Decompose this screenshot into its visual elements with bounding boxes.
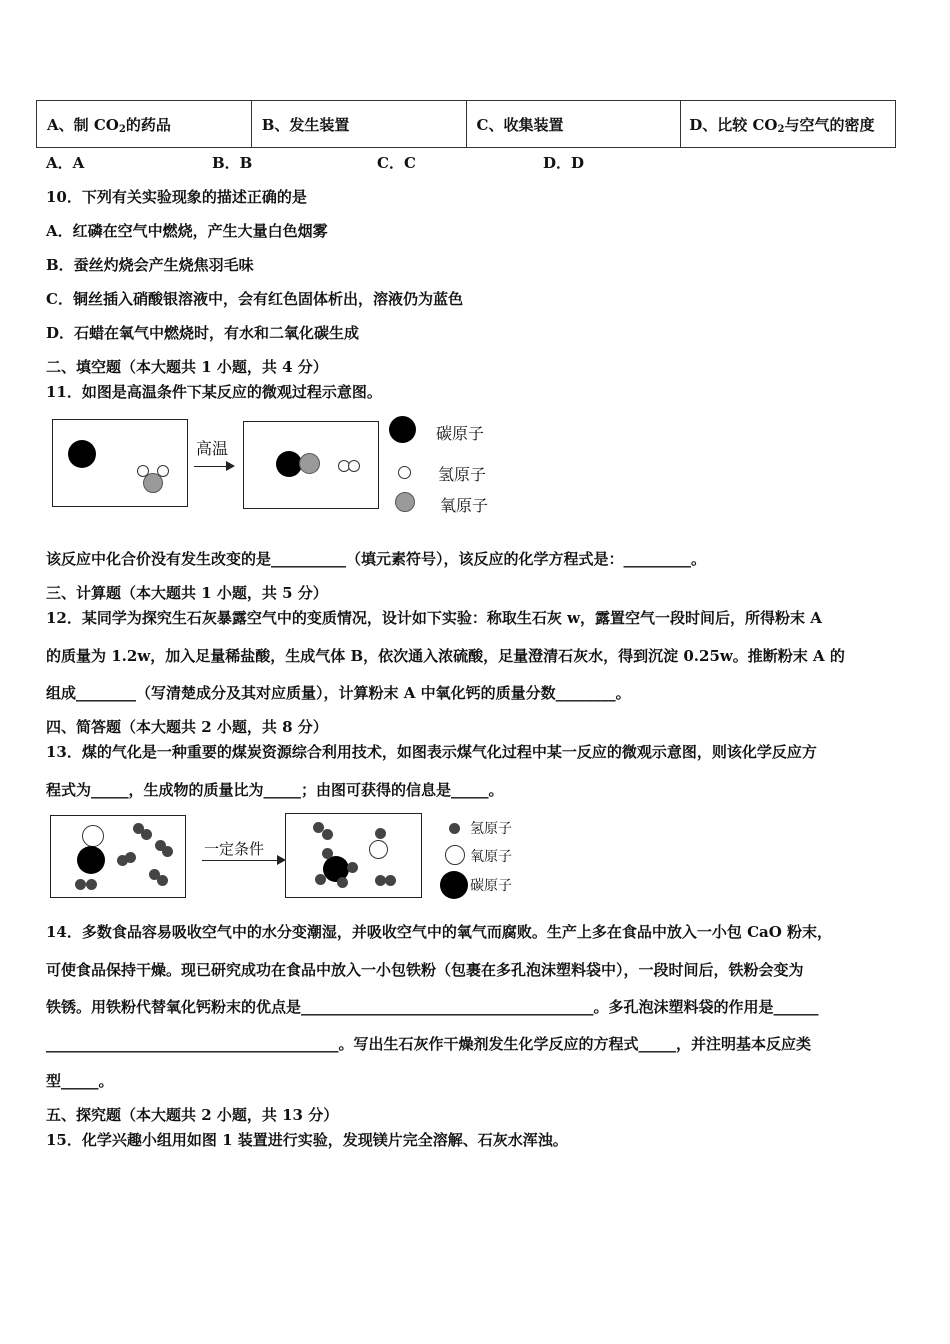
- hydrogen-atom: [315, 874, 326, 885]
- oxygen-atom: [299, 453, 320, 474]
- q13-legend-hydrogen: 氢原子: [470, 821, 512, 837]
- q14-line-2: 可使食品保持干燥。现已研究成功在食品中放入一小包铁粉（包裹在多孔泡沫塑料袋中），一段时间后，铁粉会变为: [46, 961, 804, 979]
- legend-hydrogen-atom: [398, 466, 411, 479]
- q14-line-1: 14．多数食品容易吸收空气中的水分变潮湿，并吸收空气中的氧气而腐败。生产上多在食品中放入一小包 CaO 粉末，: [46, 923, 833, 941]
- q10-stem: 10．下列有关实验现象的描述正确的是: [46, 188, 307, 206]
- q14-line-3: 铁锈。用铁粉代替氧化钙粉末的优点是_______________________________________。多孔泡沫塑料袋的作用是______: [46, 998, 819, 1016]
- q10-option-d: D．石蜡在氧气中燃烧时，有水和二氧化碳生成: [46, 324, 360, 342]
- q13-line-2: 程式为_____，生成物的质量比为_____；由图可获得的信息是_____。: [46, 781, 504, 799]
- q12-line-3: 组成________（写清楚成分及其对应质量），计算粉末 A 中氧化钙的质量分数________。: [46, 684, 631, 702]
- q9-answer-d: D．D: [543, 154, 585, 172]
- q13-legend-carbon: 碳原子: [470, 878, 512, 894]
- q11-arrowhead: [226, 461, 235, 471]
- hydrogen-atom: [75, 879, 86, 890]
- section-3-heading: 三、计算题（本大题共 1 小题，共 5 分）: [46, 584, 328, 602]
- oxygen-atom: [369, 840, 388, 859]
- legend-oxygen-atom: [395, 492, 415, 512]
- hydrogen-atom: [385, 875, 396, 886]
- q9-answer-a: A．A: [46, 154, 85, 172]
- hydrogen-atom: [322, 829, 333, 840]
- legend-carbon-atom: [389, 416, 416, 443]
- q9-answer-c: C．C: [377, 154, 416, 172]
- hydrogen-atom: [337, 877, 348, 888]
- q9-cell-c: C、收集装置: [466, 101, 681, 148]
- q11-reactant-box: [52, 419, 188, 507]
- q11-legend-oxygen: 氧原子: [440, 496, 489, 515]
- q13-line-1: 13．煤的气化是一种重要的煤炭资源综合利用技术，如图表示煤气化过程中某一反应的微观示意图，则该化学反应方: [46, 743, 817, 761]
- q9-answer-b: B．B: [212, 154, 253, 172]
- q11-arrow: [194, 466, 226, 467]
- hydrogen-atom: [86, 879, 97, 890]
- q10-option-a: A．红磷在空气中燃烧，产生大量白色烟雾: [46, 222, 328, 240]
- legend-oxygen-atom: [445, 845, 465, 865]
- q13-legend-oxygen: 氧原子: [470, 849, 512, 865]
- q9-cell-a: A、制 $CO_2$的药品: [37, 101, 252, 148]
- q10-option-b: B．蚕丝灼烧会产生烧焦羽毛味: [46, 256, 254, 274]
- q13-arrow: [202, 860, 277, 861]
- oxygen-atom: [143, 473, 163, 493]
- q9-options-table: [36, 100, 896, 148]
- q13-reactant-box: [50, 815, 186, 898]
- oxygen-atom: [82, 825, 104, 847]
- section-4-heading: 四、简答题（本大题共 2 小题，共 8 分）: [46, 718, 328, 736]
- hydrogen-atom: [141, 829, 152, 840]
- q11-condition: 高温: [196, 439, 229, 458]
- q13-condition: 一定条件: [204, 840, 265, 858]
- hydrogen-atom: [162, 846, 173, 857]
- q15-stem: 15．化学兴趣小组用如图 1 装置进行实验，发现镁片完全溶解、石灰水浑浊。: [46, 1131, 568, 1149]
- section-2-heading: 二、填空题（本大题共 1 小题，共 4 分）: [46, 358, 328, 376]
- q12-line-2: 的质量为 1.2w，加入足量稀盐酸，生成气体 B，依次通入浓硫酸，足量澄清石灰水，得到沉淀 0.25w。推断粉末 A 的: [46, 647, 845, 665]
- q11-legend-carbon: 碳原子: [436, 424, 485, 443]
- hydrogen-atom: [348, 460, 360, 472]
- hydrogen-atom: [157, 875, 168, 886]
- hydrogen-atom: [322, 848, 333, 859]
- carbon-atom: [375, 828, 386, 839]
- carbon-atom: [68, 440, 96, 468]
- q11-stem: 11．如图是高温条件下某反应的微观过程示意图。: [46, 383, 382, 401]
- q10-option-c: C．铜丝插入硝酸银溶液中，会有红色固体析出，溶液仍为蓝色: [46, 290, 463, 308]
- legend-carbon-atom: [440, 871, 468, 899]
- q9-cell-d: D、比较 $CO_2$与空气的密度: [681, 101, 896, 148]
- q14-line-4: _______________________________________。写出生石灰作干燥剂发生化学反应的方程式_____，并注明基本反应类: [46, 1035, 812, 1053]
- section-5-heading: 五、探究题（本大题共 2 小题，共 13 分）: [46, 1106, 339, 1124]
- hydrogen-atom: [125, 852, 136, 863]
- q13-product-box: [285, 813, 422, 898]
- hydrogen-atom: [347, 862, 358, 873]
- q11-question: 该反应中化合价没有发生改变的是__________（填元素符号），该反应的化学方程式是：_________。: [46, 550, 707, 568]
- q9-cell-b: B、发生装置: [251, 101, 466, 148]
- q11-product-box: [243, 421, 379, 509]
- q11-legend-hydrogen: 氢原子: [438, 465, 487, 484]
- carbon-atom: [77, 846, 105, 874]
- q12-line-1: 12．某同学为探究生石灰暴露空气中的变质情况，设计如下实验：称取生石灰 w，露置空气一段时间后，所得粉末 A: [46, 609, 822, 627]
- q14-line-5: 型_____。: [46, 1072, 114, 1090]
- legend-hydrogen-atom: [449, 823, 460, 834]
